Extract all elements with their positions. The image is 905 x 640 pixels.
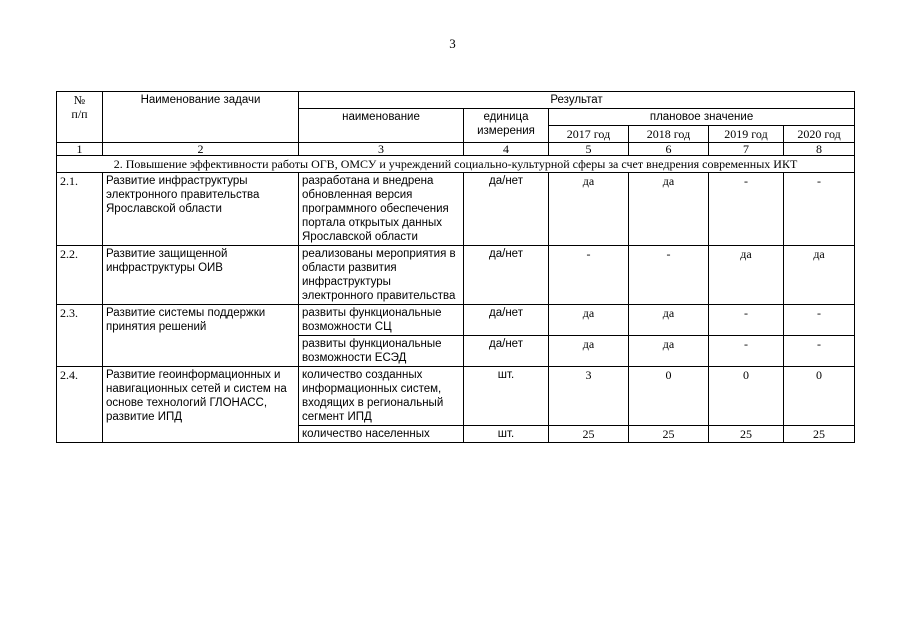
indicator-unit: шт. — [464, 426, 549, 443]
column-number: 4 — [464, 143, 549, 156]
value-2019: - — [709, 305, 784, 336]
value-2019: 25 — [709, 426, 784, 443]
value-2017: 25 — [549, 426, 629, 443]
column-number: 8 — [784, 143, 855, 156]
indicator-unit: да/нет — [464, 305, 549, 336]
value-2019: - — [709, 336, 784, 367]
page-number: 3 — [449, 36, 456, 51]
row-task: Развитие геоинформационных и навигационных сетей и систем на основе технологий ГЛОНАСС, развитие ИПД — [103, 367, 299, 443]
value-2018: 25 — [629, 426, 709, 443]
column-number: 5 — [549, 143, 629, 156]
value-2018: да — [629, 336, 709, 367]
row-num: 2.1. — [57, 173, 103, 246]
header-task: Наименование задачи — [103, 92, 299, 143]
indicator-name: развиты функциональные возможности ЕСЭД — [299, 336, 464, 367]
header-result: Результат — [299, 92, 855, 109]
indicator-name: разработана и внедрена обновленная версия программного обеспечения портала открытых данных Ярославской области — [299, 173, 464, 246]
results-table — [56, 91, 855, 443]
indicator-name: количество населенных — [299, 426, 464, 443]
row-num: 2.3. — [57, 305, 103, 367]
column-number: 3 — [299, 143, 464, 156]
section-title: 2. Повышение эффективности работы ОГВ, ОМСУ и учреждений социально-культурной сферы за счет внедрения современных ИКТ — [57, 156, 855, 173]
header-planned: плановое значение — [549, 109, 855, 126]
value-2018: да — [629, 305, 709, 336]
table-row — [57, 173, 855, 246]
indicator-name: развиты функциональные возможности СЦ — [299, 305, 464, 336]
indicator-name: количество созданных информационных систем, входящих в региональный сегмент ИПД — [299, 367, 464, 426]
header-year: 2020 год — [784, 126, 855, 143]
row-num: 2.4. — [57, 367, 103, 443]
value-2017: да — [549, 336, 629, 367]
header-year: 2019 год — [709, 126, 784, 143]
header-unit: единица измерения — [464, 109, 549, 143]
value-2019: 0 — [709, 367, 784, 426]
table-row — [57, 305, 855, 336]
value-2017: да — [549, 305, 629, 336]
header-num: № п/п — [57, 92, 103, 143]
indicator-unit: да/нет — [464, 173, 549, 246]
column-number: 2 — [103, 143, 299, 156]
row-task: Развитие защищенной инфраструктуры ОИВ — [103, 246, 299, 305]
indicator-name: реализованы мероприятия в области развития инфраструктуры электронного правительства — [299, 246, 464, 305]
value-2020: - — [784, 173, 855, 246]
column-number: 6 — [629, 143, 709, 156]
value-2020: 25 — [784, 426, 855, 443]
value-2020: - — [784, 336, 855, 367]
value-2017: да — [549, 173, 629, 246]
value-2020: да — [784, 246, 855, 305]
header-year: 2018 год — [629, 126, 709, 143]
row-task: Развитие инфраструктуры электронного правительства Ярославской области — [103, 173, 299, 246]
value-2019: да — [709, 246, 784, 305]
row-task: Развитие системы поддержки принятия решений — [103, 305, 299, 367]
column-number: 7 — [709, 143, 784, 156]
header-indicator-name: наименование — [299, 109, 464, 143]
table-row — [57, 246, 855, 305]
table-row — [57, 367, 855, 426]
indicator-unit: да/нет — [464, 336, 549, 367]
value-2018: да — [629, 173, 709, 246]
header-year: 2017 год — [549, 126, 629, 143]
value-2019: - — [709, 173, 784, 246]
value-2020: - — [784, 305, 855, 336]
value-2018: 0 — [629, 367, 709, 426]
value-2017: 3 — [549, 367, 629, 426]
value-2018: - — [629, 246, 709, 305]
row-num: 2.2. — [57, 246, 103, 305]
column-number: 1 — [57, 143, 103, 156]
indicator-unit: да/нет — [464, 246, 549, 305]
value-2020: 0 — [784, 367, 855, 426]
indicator-unit: шт. — [464, 367, 549, 426]
value-2017: - — [549, 246, 629, 305]
